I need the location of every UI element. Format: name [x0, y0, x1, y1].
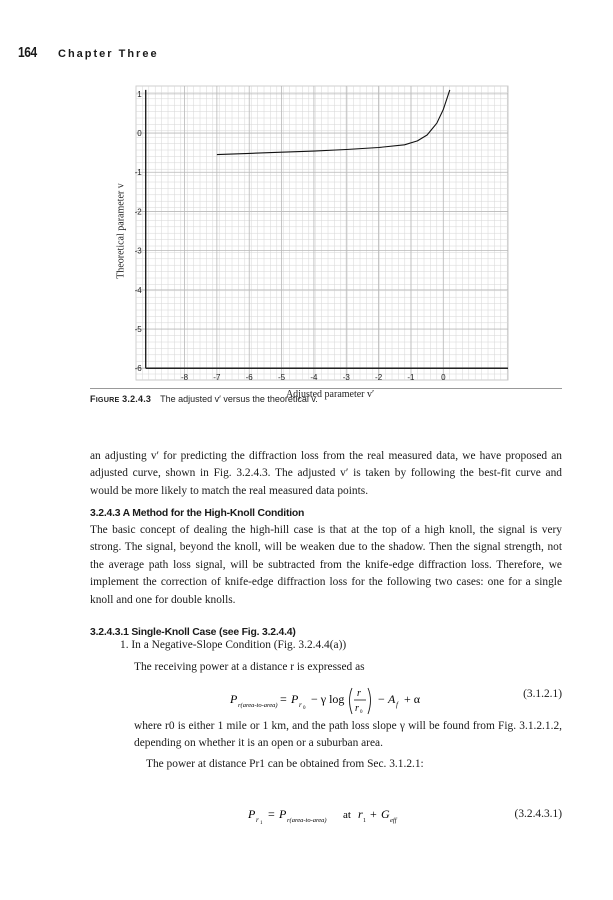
svg-text:r: r	[256, 816, 259, 824]
x-tick-label: -5	[278, 373, 286, 383]
page-header	[18, 44, 159, 64]
paragraph-2: The basic concept of dealing the high-hill case is that at the top of a high knoll, the signal is very strong. The signal, beyond the knoll, will be weaken due to the shadow. Then the signal strength, not the average path loss signal, will be subtracted from the knife-edge diffraction loss. Therefore, we implement the correction of knife-edge diffraction loss for the following two cases: one for a single knoll and one for double knolls.	[90, 524, 562, 606]
equation-1-formula	[90, 680, 510, 720]
x-tick-label: -7	[213, 373, 221, 383]
x-tick-label: -4	[310, 373, 318, 383]
x-tick-label: -8	[180, 373, 189, 383]
svg-text:− γ log: − γ log	[311, 692, 345, 706]
svg-text:at: at	[343, 809, 351, 821]
svg-text:=: =	[268, 807, 275, 821]
svg-text:f: f	[396, 701, 398, 709]
y-tick-label: -6	[134, 364, 142, 374]
svg-text:r(area-to-area): r(area-to-area)	[287, 817, 327, 824]
x-tick-label: -2	[375, 373, 383, 383]
equation-1-number: (3.1.2.1)	[523, 688, 562, 700]
svg-text:+ α: + α	[404, 692, 421, 706]
svg-text:P: P	[230, 692, 238, 706]
y-tick-label: 1	[137, 89, 142, 99]
x-axis-label: Adjusted parameter v′	[285, 389, 375, 401]
x-tick-label: -6	[245, 373, 253, 383]
list-item-negative-slope: 1. In a Negative-Slope Condition (Fig. 3.2.4.4(a))	[120, 639, 347, 651]
paragraph-1: an adjusting v′ for predicting the diffraction loss from the real measured data, we have proposed an adjusted curve, shown in Fig. 3.2.4.3. The adjusted v′ is taken by following the best-fit curve and would be more likely to match the real measured data points.	[90, 450, 562, 497]
svg-text:0: 0	[360, 710, 363, 715]
svg-text:r: r	[355, 703, 359, 714]
svg-text:r: r	[358, 807, 363, 821]
svg-text:0: 0	[303, 706, 306, 711]
y-tick-label: -4	[134, 285, 142, 295]
equation-3-1-2-1	[90, 680, 562, 720]
svg-text:A: A	[388, 692, 396, 706]
power-sentence: The power at distance Pr1 can be obtained from Sec. 3.1.2.1:	[146, 758, 424, 770]
caption-text: The adjusted v′ versus the theoretical v.	[160, 394, 318, 404]
chapter-title: Chapter Three	[58, 48, 159, 60]
y-tick-label: -1	[134, 168, 142, 178]
svg-text:+: +	[370, 807, 377, 821]
svg-text:1: 1	[363, 818, 366, 824]
svg-text:G: G	[381, 807, 390, 821]
page-number: 164	[18, 44, 37, 61]
equation-3-2-4-3-1	[90, 800, 562, 840]
x-tick-label: -1	[407, 373, 415, 383]
svg-text:−: −	[378, 692, 385, 706]
equation-2-formula	[90, 800, 510, 840]
x-tick-label: 0	[441, 373, 446, 383]
figure-caption	[90, 394, 318, 404]
svg-text:P: P	[248, 807, 256, 821]
y-tick-label: -2	[134, 207, 142, 217]
svg-text:1: 1	[260, 821, 263, 826]
y-tick-label: 0	[137, 129, 142, 139]
svg-text:eff: eff	[390, 817, 397, 824]
paragraph-3: where r0 is either 1 mile or 1 km, and the path loss slope γ will be found from Fig. 3.1.2.1.2, depending on whether it is an open or a suburban area.	[134, 720, 562, 750]
svg-text:r: r	[299, 701, 302, 709]
svg-text:P: P	[291, 692, 299, 706]
svg-text:r: r	[357, 688, 361, 699]
caption-label: FIGURE 3.2.4.3	[90, 394, 152, 404]
x-tick-label: -3	[342, 373, 350, 383]
svg-text:=: =	[280, 692, 287, 706]
y-tick-label: -3	[134, 246, 142, 256]
svg-text:r(area-to-area): r(area-to-area)	[238, 702, 278, 709]
subsection-heading-single-knoll: 3.2.4.3.1 Single-Knoll Case (see Fig. 3.2.4.4)	[90, 627, 296, 638]
equation-2-number: (3.2.4.3.1)	[514, 808, 562, 820]
figure-divider	[90, 388, 562, 389]
y-tick-label: -5	[134, 325, 142, 335]
section-heading-high-knoll: 3.2.4.3 A Method for the High-Knoll Condition	[90, 508, 305, 519]
y-axis-label: Theoretical parameter v	[115, 183, 127, 279]
svg-text:P: P	[279, 807, 287, 821]
receiving-power-sentence: The receiving power at a distance r is expressed as	[134, 661, 365, 673]
